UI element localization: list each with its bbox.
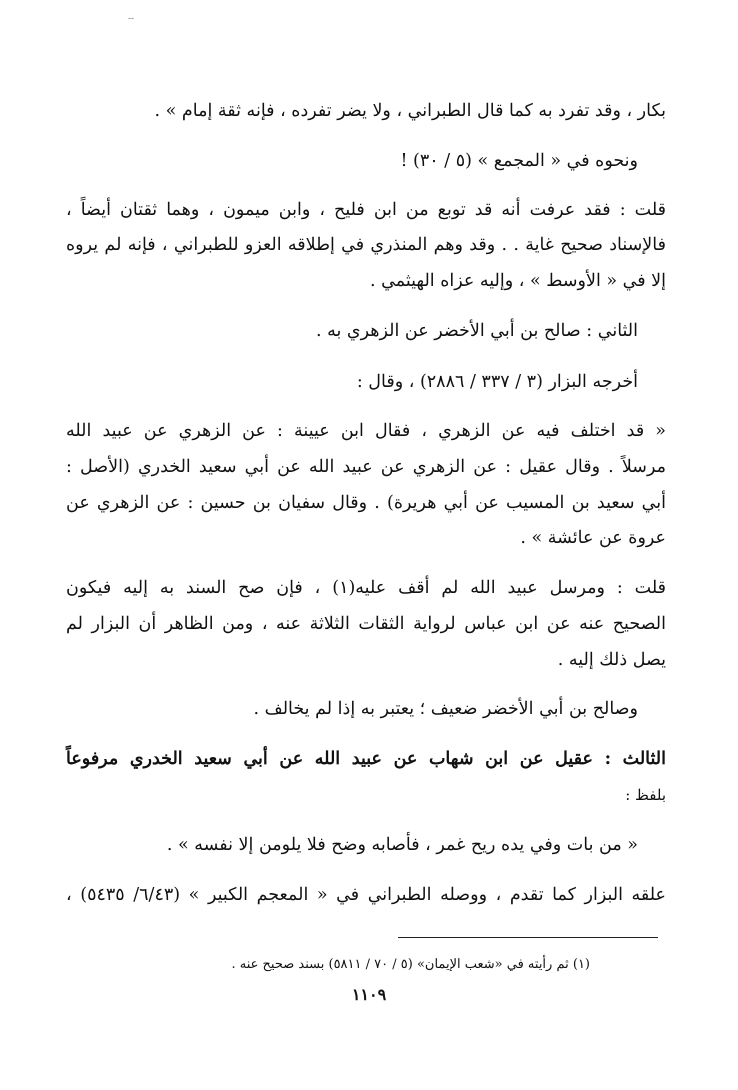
text-line-9: مرسلاً . وقال عقيل : عن الزهري عن عبيد الله عن أبي سعيد الخدري (الأصل : [66, 457, 666, 477]
text-line-6: الثاني : صالح بن أبي الأخضر عن الزهري به . [315, 321, 638, 341]
text-line-13: الصحيح عنه عن ابن عباس لرواية الثقات الثلاثة عنه ، ومن الظاهر أن البزار لم [66, 614, 666, 634]
text-line-2: ونحوه في « المجمع » (٥ / ٣٠) ! [400, 151, 638, 171]
text-line-10: أبي سعيد بن المسيب عن أبي هريرة) . وقال سفيان بن حسين : عن الزهري عن [66, 493, 666, 513]
top-mark: -- [128, 14, 135, 24]
text-line-15: وصالح بن أبي الأخضر ضعيف ؛ يعتبر به إذا لم يخالف . [253, 699, 638, 719]
text-line-14: يصل ذلك إليه . [557, 650, 666, 670]
footnote-divider [398, 937, 658, 938]
text-line-16: الثالث : عقيل عن ابن شهاب عن عبيد الله عن أبي سعيد الخدري مرفوعاً [66, 749, 666, 769]
text-line-3: قلت : فقد عرفت أنه قد توبع من ابن فليح ، وابن ميمون ، وهما ثقتان أيضاً ، [66, 200, 666, 220]
text-line-12: قلت : ومرسل عبيد الله لم أقف عليه(١) ، فإن صح السند به إليه فيكون [66, 578, 666, 598]
text-line-4: فالإسناد صحيح غاية . . وقد وهم المنذري في إطلاقه العزو للطبراني ، فإنه لم يروه [66, 235, 666, 255]
text-line-19: علقه البزار كما تقدم ، ووصله الطبراني في « المعجم الكبير » (٦/٤٣/ ٥٤٣٥) ، [66, 885, 666, 905]
page-number: ١١٠٩ [351, 985, 387, 1004]
text-line-7: أخرجه البزار (٣ / ٣٣٧ / ٢٨٨٦) ، وقال : [356, 372, 638, 392]
text-line-5: إلا في « الأوسط » ، وإليه عزاه الهيثمي . [369, 271, 666, 291]
footnote: (١) ثم رأيته في «شعب الإيمان» (٥ / ٧٠ / ٥٨١١) بسند صحيح عنه . [231, 957, 590, 972]
text-line-11: عروة عن عائشة » . [520, 528, 666, 548]
text-line-8: « قد اختلف فيه عن الزهري ، فقال ابن عيينة : عن الزهري عن عبيد الله [66, 421, 666, 441]
text-line-17: بلفظ : [625, 786, 666, 804]
text-line-1: بكار ، وقد تفرد به كما قال الطبراني ، ولا يضر تفرده ، فإنه ثقة إمام » . [154, 101, 666, 121]
text-line-18: « من بات وفي يده ريح غمر ، فأصابه وضح فلا يلومن إلا نفسه » . [166, 835, 638, 855]
